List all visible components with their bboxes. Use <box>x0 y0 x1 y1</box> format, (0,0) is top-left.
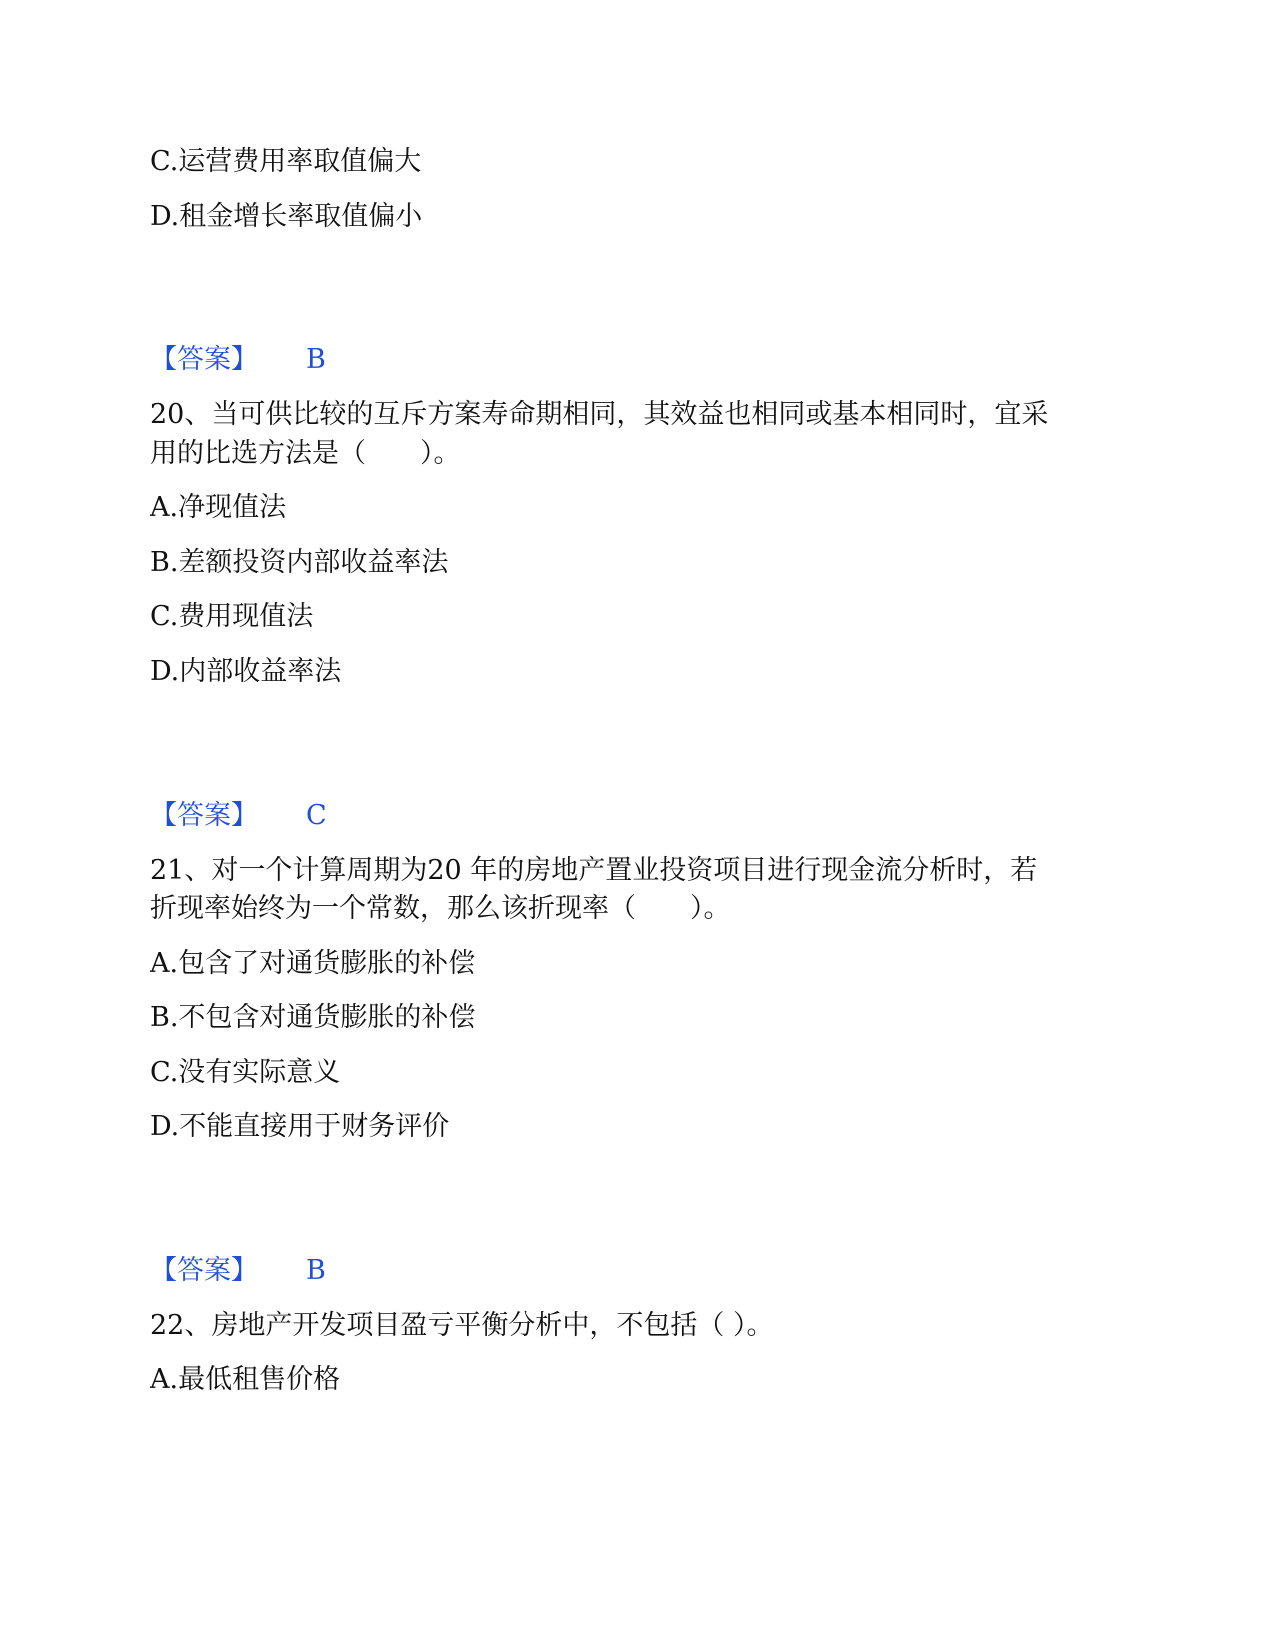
q21-stem-line1: 21、对一个计算周期为20 年的房地产置业投资项目进行现金流分析时，若 <box>150 855 1038 886</box>
answer-q19 <box>150 344 326 376</box>
answer-label: 【答案】 <box>150 1255 258 1286</box>
answer-value: B <box>306 344 326 375</box>
answer-label: 【答案】 <box>150 344 258 375</box>
q22-option-a: A.最低租售价格 <box>150 1364 341 1395</box>
q20-option-b: B.差额投资内部收益率法 <box>150 547 449 578</box>
q21-stem-line2: 折现率始终为一个常数，那么该折现率（ ）。 <box>150 893 731 924</box>
q20-option-d: D.内部收益率法 <box>150 656 342 687</box>
q22-stem-line1: 22、房地产开发项目盈亏平衡分析中，不包括（ ）。 <box>150 1310 774 1341</box>
answer-q21 <box>150 1255 326 1287</box>
answer-label: 【答案】 <box>150 800 258 831</box>
q20-stem-line1: 20、当可供比较的互斥方案寿命期相同，其效益也相同或基本相同时，宜采 <box>150 399 1049 430</box>
prev-option-c: C.运营费用率取值偏大 <box>150 146 422 177</box>
q20-option-a: A.净现值法 <box>150 492 287 523</box>
answer-value: C <box>306 800 327 831</box>
q21-option-d: D.不能直接用于财务评价 <box>150 1111 450 1142</box>
q20-option-c: C.费用现值法 <box>150 601 314 632</box>
q20-stem-line2: 用的比选方法是（ ）。 <box>150 438 461 469</box>
q21-option-c: C.没有实际意义 <box>150 1057 341 1088</box>
answer-q20 <box>150 800 327 832</box>
q21-option-a: A.包含了对通货膨胀的补偿 <box>150 948 476 979</box>
q21-option-b: B.不包含对通货膨胀的补偿 <box>150 1002 476 1033</box>
answer-value: B <box>306 1255 326 1286</box>
prev-option-d: D.租金增长率取值偏小 <box>150 201 423 232</box>
